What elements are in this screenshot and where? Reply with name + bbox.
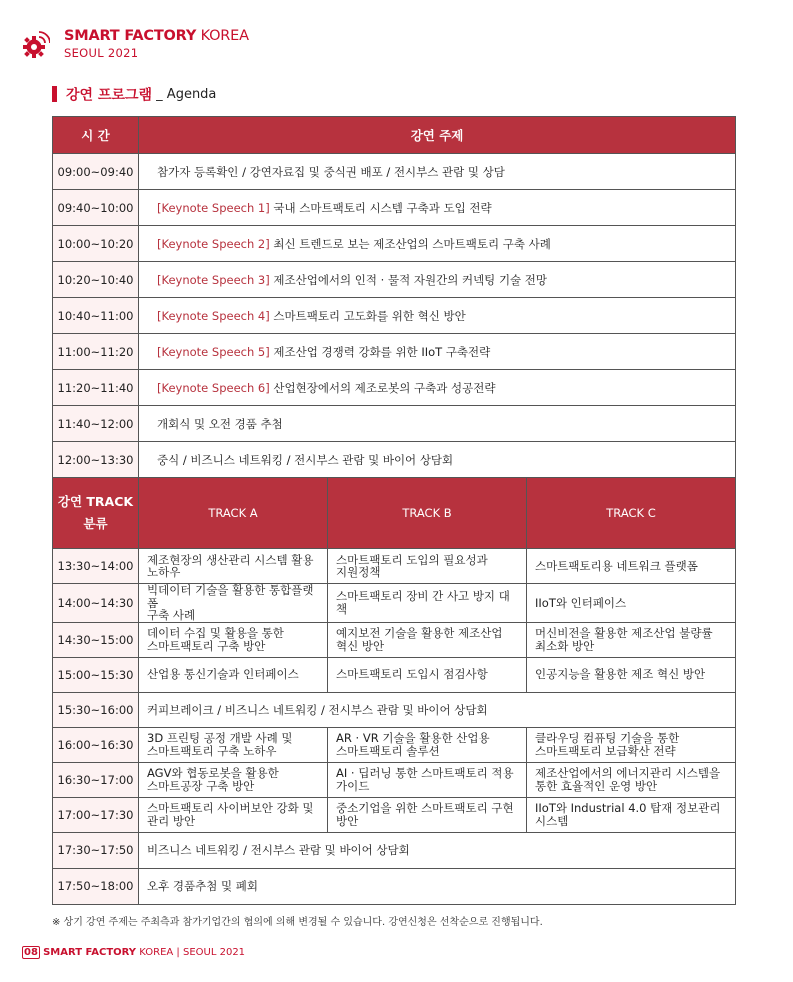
session-line: 스마트팩토리 구축 노하우	[147, 743, 277, 758]
track-a-cell	[139, 797, 328, 832]
keynote-label: [Keynote Speech 5]	[157, 344, 270, 359]
track-b-cell	[328, 727, 527, 762]
time-cell: 09:00~09:40	[53, 154, 139, 190]
agenda-table	[52, 116, 736, 905]
session-line: 스마트팩토리 도입시 점검사항	[336, 667, 488, 682]
session-line: 데이터 수집 및 활용을 통한	[147, 626, 284, 640]
track-b-cell	[328, 797, 527, 832]
session-line: 스마트팩토리 도입의 필요성과	[336, 552, 488, 567]
track-b-cell	[328, 657, 527, 692]
topic-cell	[139, 262, 736, 298]
topic-cell	[139, 226, 736, 262]
table-row	[53, 584, 736, 623]
track-c-cell	[527, 762, 736, 797]
track-a-cell	[139, 584, 328, 623]
track-c-cell	[527, 584, 736, 623]
track-header-row	[53, 478, 736, 549]
table-row	[53, 154, 736, 190]
track-a-cell	[139, 727, 328, 762]
time-cell: 16:30~17:00	[53, 762, 139, 797]
session-line: 최소화 방안	[535, 638, 595, 653]
track-b-cell	[328, 622, 527, 657]
topic-cell	[139, 370, 736, 406]
topic-cell	[139, 154, 736, 190]
time-cell: 11:40~12:00	[53, 406, 139, 442]
table-row	[53, 797, 736, 832]
track-b-cell	[328, 584, 527, 623]
table-row	[53, 334, 736, 370]
table-row	[53, 190, 736, 226]
topic-cell	[139, 190, 736, 226]
track-a-cell	[139, 657, 328, 692]
table-row	[53, 262, 736, 298]
topic-cell	[139, 298, 736, 334]
topic-text: 개회식 및 오전 경품 추첨	[157, 416, 283, 431]
time-cell: 10:00~10:20	[53, 226, 139, 262]
time-cell: 10:20~10:40	[53, 262, 139, 298]
session-line: 중소기업을 위한 스마트팩토리 구현	[336, 801, 514, 815]
table-row	[53, 727, 736, 762]
track-title: TRACK A	[139, 478, 328, 549]
keynote-label: [Keynote Speech 2]	[157, 236, 270, 251]
track-c-cell	[527, 727, 736, 762]
table-row	[53, 226, 736, 262]
session-line: 가이드	[336, 778, 370, 793]
page-footer: 08 SMART FACTORY KOREA | SEOUL 2021	[24, 947, 246, 958]
track-label-sub: 분류	[83, 516, 108, 531]
session-line: AR · VR 기술을 활용한 산업용	[336, 731, 490, 745]
session-line: 통한 효율적인 운영 방안	[535, 778, 658, 793]
time-cell: 15:30~16:00	[53, 692, 139, 727]
topic-text: 스마트팩토리 고도화를 위한 혁신 방안	[269, 308, 466, 323]
heading-marker	[52, 86, 57, 102]
track-c-cell	[527, 657, 736, 692]
table-row	[53, 442, 736, 478]
gear-wifi-icon	[20, 30, 50, 60]
session-line: 산업용 통신기술과 인터페이스	[147, 667, 299, 682]
table-row	[53, 622, 736, 657]
session-line: IIoT와 Industrial 4.0 탑재 정보관리 시스템	[535, 801, 721, 828]
time-cell: 09:40~10:00	[53, 190, 139, 226]
keynote-label: [Keynote Speech 6]	[157, 380, 270, 395]
page-number: 08	[24, 947, 38, 958]
track-b-cell	[328, 549, 527, 584]
track-label: 강연 TRACK	[57, 494, 134, 509]
topic-text: 참가자 등록확인 / 강연자료집 및 중식권 배포 / 전시부스 관람 및 상담	[157, 164, 505, 179]
session-line: IIoT와 인터페이스	[535, 595, 627, 610]
topic-column-header: 강연 주제	[139, 117, 736, 154]
time-column-header: 시 간	[53, 117, 139, 154]
footnote: ※ 상기 강연 주제는 주최측과 참가기업간의 협의에 의해 변경될 수 있습니다. 강연신청은 선착순으로 진행됩니다.	[52, 917, 543, 928]
session-line: 관리 방안	[147, 813, 196, 828]
topic-cell	[139, 442, 736, 478]
topic-cell	[139, 406, 736, 442]
session-line: 스마트팩토리 구축 방안	[147, 638, 266, 653]
session-line: 스마트팩토리 솔루션	[336, 743, 440, 758]
session-line: 지원정책	[336, 565, 381, 579]
topic-text: 국내 스마트팩토리 시스템 구축과 도입 전략	[269, 200, 492, 215]
track-c-cell	[527, 549, 736, 584]
session-line: 예지보전 기술을 활용한 제조산업	[336, 626, 503, 640]
track-c-cell	[527, 622, 736, 657]
topic-cell	[139, 334, 736, 370]
table-row	[53, 762, 736, 797]
session-line: 제조산업에서의 에너지관리 시스템을	[535, 766, 721, 780]
section-heading: 강연 프로그램 _ Agenda	[52, 84, 216, 104]
session-line: 스마트공장 구축 방안	[147, 778, 255, 793]
track-label-cell	[53, 478, 139, 549]
session-line: 제조현장의 생산관리 시스템 활용	[147, 552, 314, 567]
track-title: TRACK C	[527, 478, 736, 549]
time-cell: 16:00~16:30	[53, 727, 139, 762]
time-cell: 10:40~11:00	[53, 298, 139, 334]
session-line: 클라우딩 컴퓨팅 기술을 통한	[535, 731, 680, 745]
topic-text: 산업현장에서의 제조로봇의 구축과 성공전략	[269, 380, 496, 395]
time-cell: 14:00~14:30	[53, 584, 139, 623]
session-line: 스마트팩토리용 네트워크 플랫폼	[535, 558, 698, 573]
session-line: 노하우	[147, 565, 181, 579]
table-row	[53, 832, 736, 868]
session-line: AI · 딥러닝 통한 스마트팩토리 적용	[336, 766, 514, 780]
brand-subtitle: SEOUL 2021	[64, 46, 139, 60]
topic-text: 제조산업에서의 인적 · 물적 자원간의 커넥팅 기술 전망	[269, 272, 548, 287]
track-title: TRACK B	[328, 478, 527, 549]
keynote-label: [Keynote Speech 4]	[157, 308, 270, 323]
topic-cell: 커피브레이크 / 비즈니스 네트워킹 / 전시부스 관람 및 바이어 상담회	[139, 692, 736, 727]
table-row	[53, 298, 736, 334]
time-cell: 11:20~11:40	[53, 370, 139, 406]
session-line: AGV와 협동로봇을 활용한	[147, 766, 279, 780]
time-cell: 12:00~13:30	[53, 442, 139, 478]
track-c-cell	[527, 797, 736, 832]
time-cell: 13:30~14:00	[53, 549, 139, 584]
table-row	[53, 549, 736, 584]
track-a-cell	[139, 549, 328, 584]
time-cell: 17:50~18:00	[53, 868, 139, 904]
session-line: 머신비전을 활용한 제조산업 불량률	[535, 626, 713, 640]
session-line: 구축 사례	[147, 608, 196, 622]
topic-cell: 비즈니스 네트워킹 / 전시부스 관람 및 바이어 상담회	[139, 832, 736, 868]
time-cell: 15:00~15:30	[53, 657, 139, 692]
topic-text: 제조산업 경쟁력 강화를 위한 IIoT 구축전략	[269, 344, 491, 359]
session-line: 스마트팩토리 보급확산 전략	[535, 743, 676, 758]
keynote-label: [Keynote Speech 3]	[157, 272, 270, 287]
track-b-cell	[328, 762, 527, 797]
track-a-cell	[139, 762, 328, 797]
session-line: 스마트팩토리 장비 간 사고 방지 대책	[336, 589, 510, 616]
session-line: 3D 프린팅 공정 개발 사례 및	[147, 731, 293, 745]
table-row	[53, 692, 736, 727]
keynote-label: [Keynote Speech 1]	[157, 200, 270, 215]
track-a-cell	[139, 622, 328, 657]
time-cell: 11:00~11:20	[53, 334, 139, 370]
session-line: 인공지능을 활용한 제조 혁신 방안	[535, 667, 706, 682]
table-row	[53, 370, 736, 406]
topic-text: 최신 트렌드로 보는 제조산업의 스마트팩토리 구축 사례	[269, 236, 551, 251]
brand-title: SMART FACTORY KOREA	[64, 28, 249, 44]
session-line: 방안	[336, 813, 359, 828]
table-row	[53, 868, 736, 904]
session-line: 스마트팩토리 사이버보안 강화 및	[147, 801, 314, 815]
session-line: 혁신 방안	[336, 638, 385, 653]
time-cell: 17:00~17:30	[53, 797, 139, 832]
time-cell: 17:30~17:50	[53, 832, 139, 868]
table-row	[53, 657, 736, 692]
table-header	[53, 117, 736, 154]
topic-text: 중식 / 비즈니스 네트워킹 / 전시부스 관람 및 바이어 상담회	[157, 452, 454, 467]
time-cell: 14:30~15:00	[53, 622, 139, 657]
topic-cell: 오후 경품추첨 및 폐회	[139, 868, 736, 904]
table-row	[53, 406, 736, 442]
session-line: 빅데이터 기술을 활용한 통합플랫폼	[147, 583, 314, 610]
brand-logo	[20, 26, 320, 62]
